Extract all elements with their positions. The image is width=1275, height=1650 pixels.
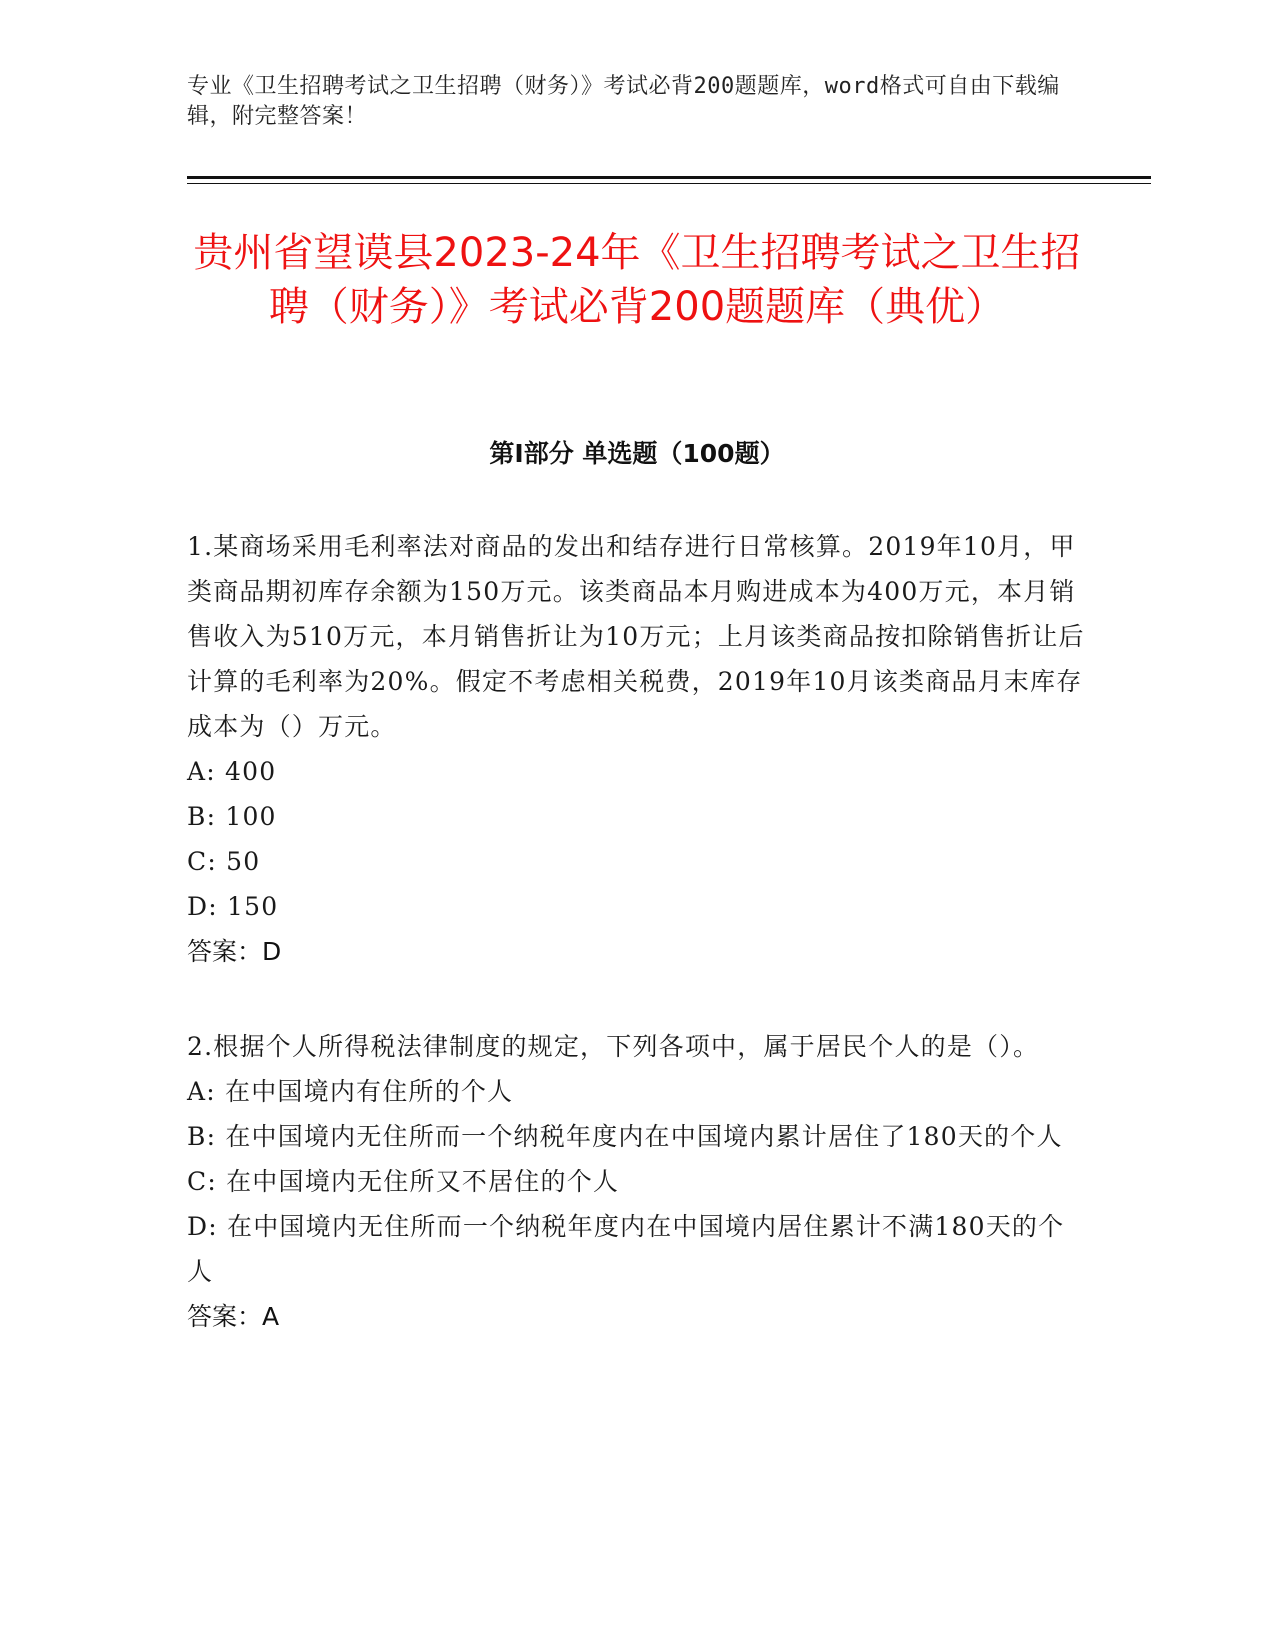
option-b: B: 100 (187, 802, 277, 831)
answer-text: 答案：A (187, 1302, 280, 1331)
option-c: C: 50 (187, 847, 261, 876)
question-2 (187, 1024, 1087, 1339)
question-stem: 1.某商场采用毛利率法对商品的发出和结存进行日常核算。2019年10月，甲类商品期初库存余额为150万元。该类商品本月购进成本为400万元，本月销售收入为510万元，本月销售折让为10万元；上月该类商品按扣除销售折让后计算的毛利率为20%。假定不考虑相关税费，2019年10月该类商品月末库存成本为（）万元。 (187, 532, 1085, 741)
option-d: D: 150 (187, 892, 279, 921)
section-title: 第I部分 单选题（100题） (489, 439, 785, 468)
option-a: A: 400 (187, 757, 277, 786)
option-d: D: 在中国境内无住所而一个纳税年度内在中国境内居住累计不满180天的个人 (187, 1212, 1065, 1286)
option-b: B: 在中国境内无住所而一个纳税年度内在中国境内累计居住了180天的个人 (187, 1122, 1063, 1151)
question-stem: 2.根据个人所得税法律制度的规定，下列各项中，属于居民个人的是（）。 (187, 1032, 1040, 1061)
option-c: C: 在中国境内无住所又不居住的个人 (187, 1167, 620, 1196)
option-a: A: 在中国境内有住所的个人 (187, 1077, 514, 1106)
question-1 (187, 524, 1087, 974)
document-title: 贵州省望谟县2023-24年《卫生招聘考试之卫生招聘（财务）》考试必背200题题库（典优） (193, 230, 1081, 330)
answer-text: 答案：D (187, 937, 282, 966)
header-divider-thick (187, 176, 1151, 179)
header-divider-thin (187, 183, 1151, 184)
header-note: 专业《卫生招聘考试之卫生招聘（财务）》考试必背200题题库，word格式可自由下载编辑，附完整答案！ (187, 74, 1060, 129)
